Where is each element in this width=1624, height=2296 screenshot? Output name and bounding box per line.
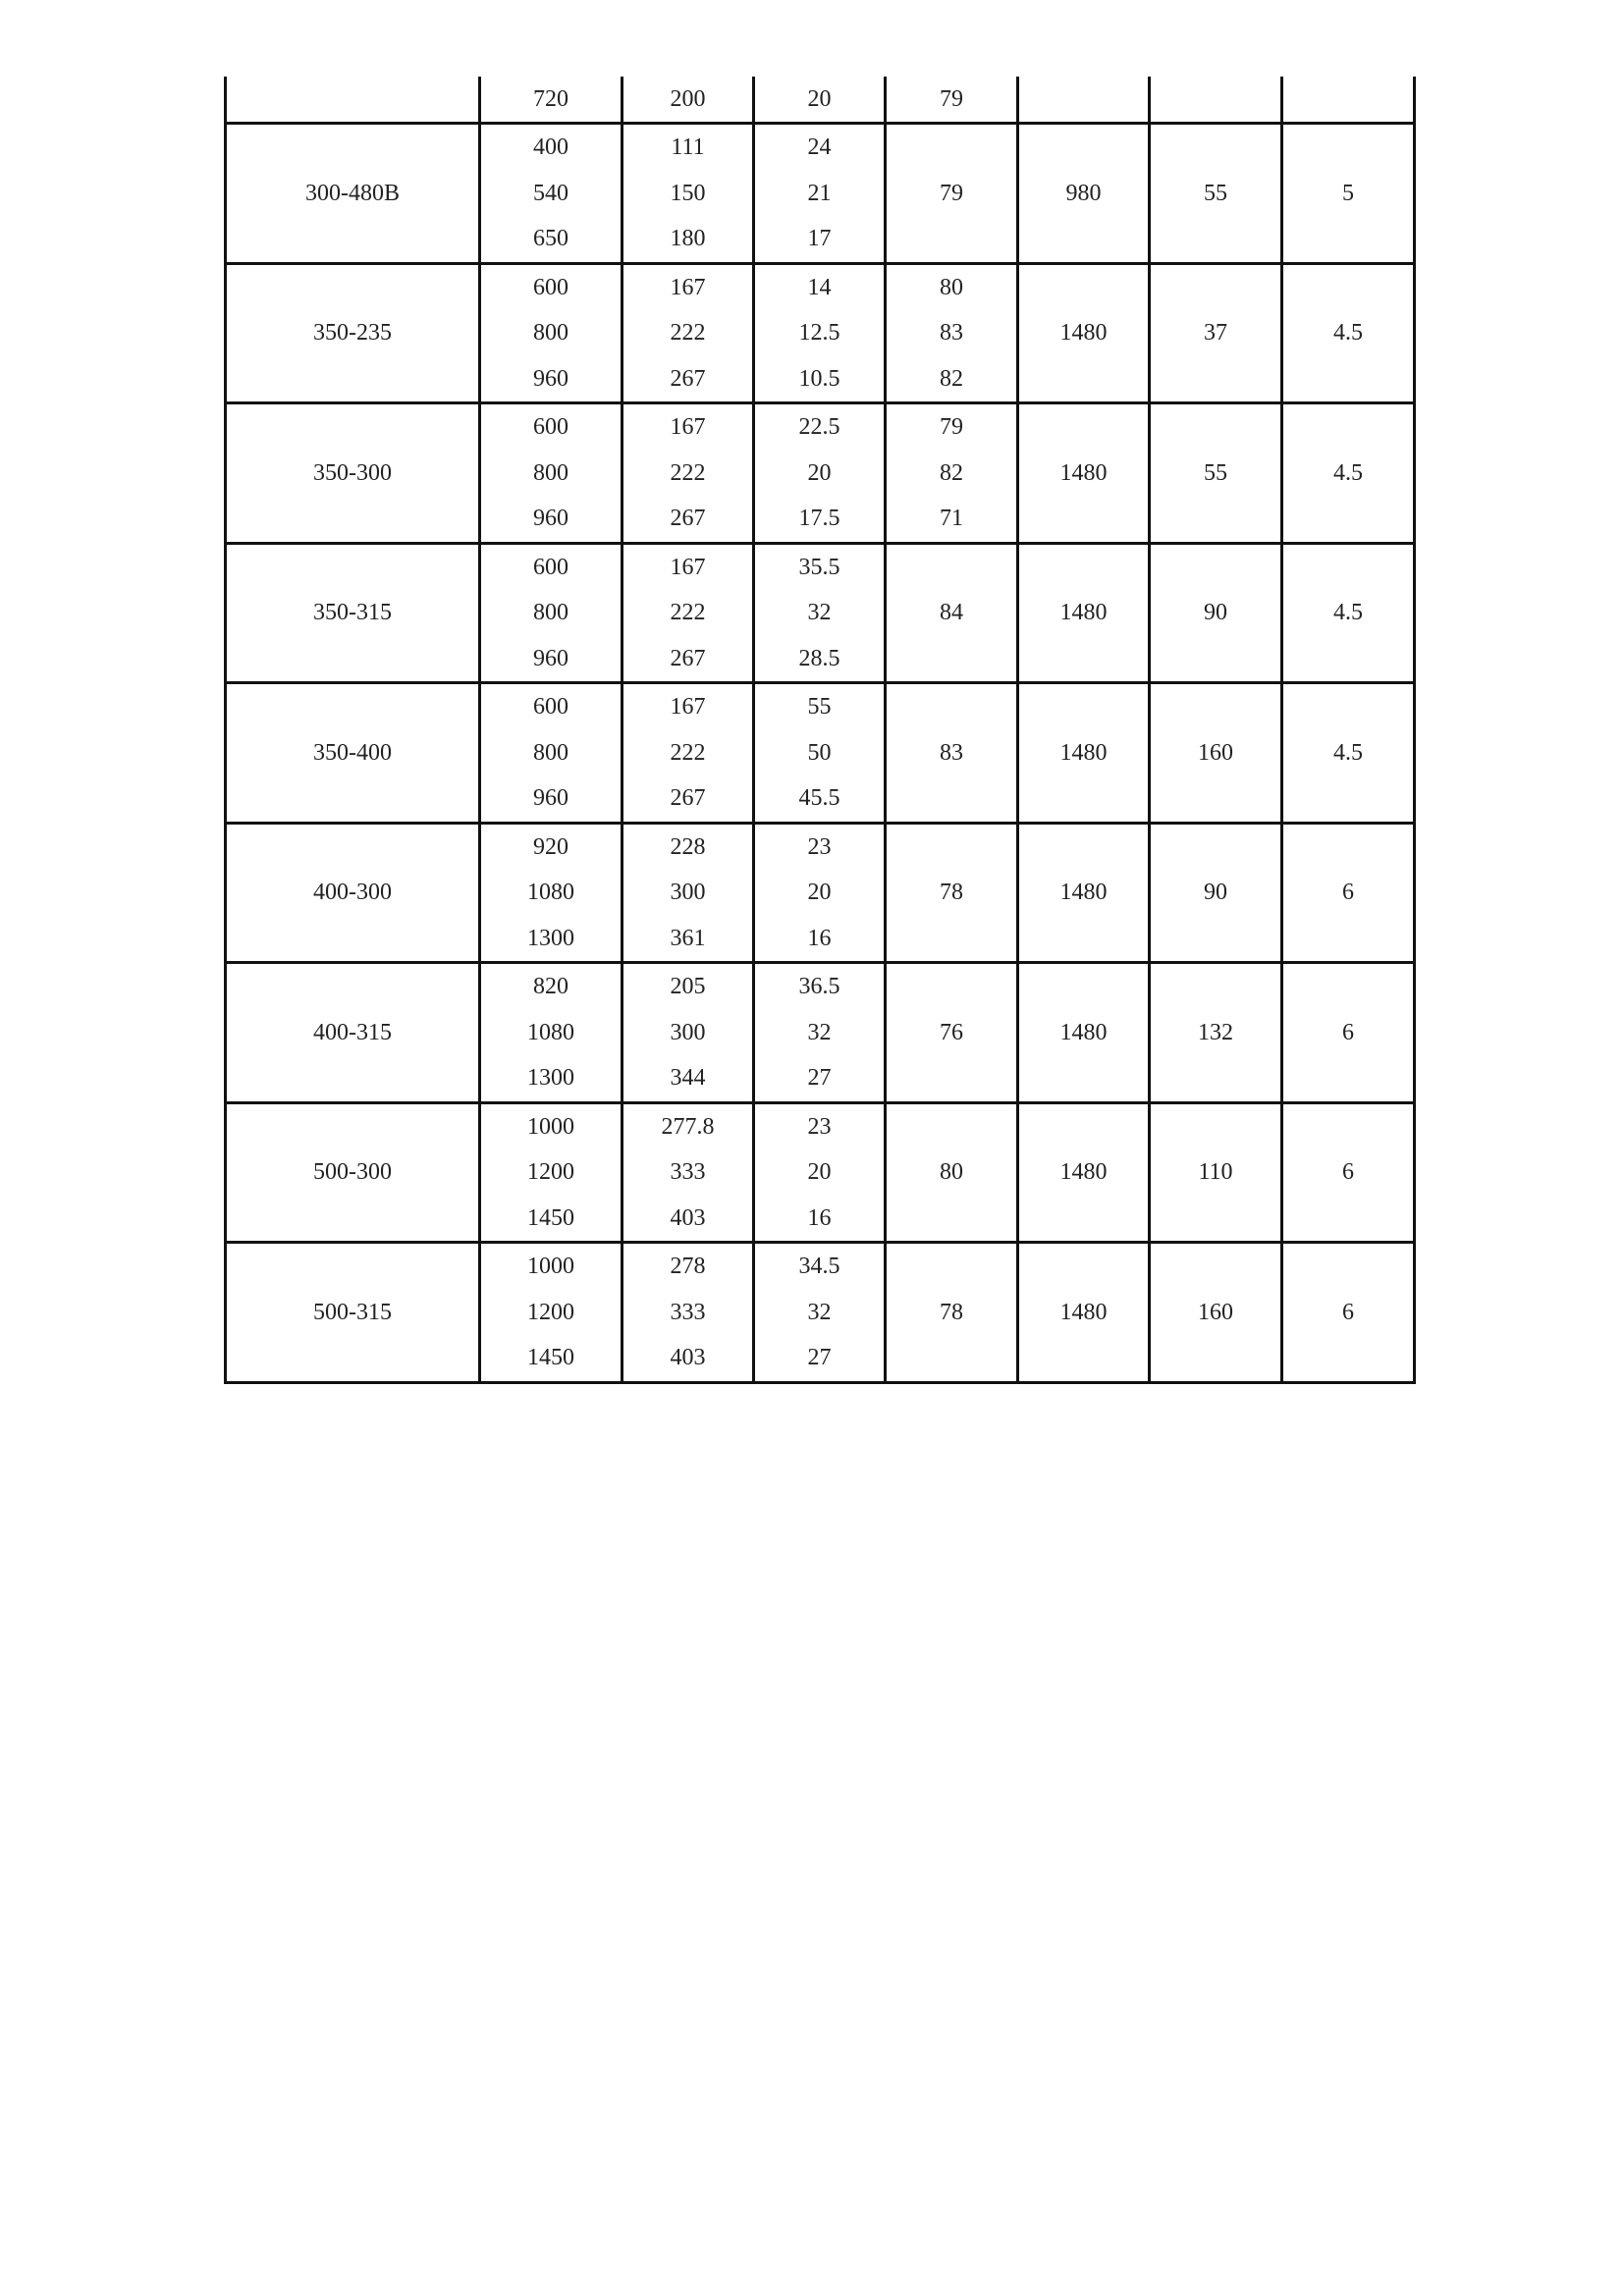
flow-m3h-cell-value: 1450 [527, 1204, 574, 1231]
flow-ls-cell-value: 167 [670, 274, 706, 300]
flow-m3h-cell-value: 800 [533, 739, 568, 766]
flow-ls-cell-value: 222 [670, 600, 706, 625]
flow-m3h-cell-value: 600 [533, 694, 568, 720]
flow-m3h-cell-value: 1000 [527, 1113, 574, 1140]
model-cell: 300-480B [226, 124, 480, 264]
head-cell-value: 45.5 [798, 785, 840, 811]
efficiency-cell: 79 [886, 77, 1018, 124]
power-cell: 90 [1150, 823, 1282, 963]
flow-m3h-cell-value: 1300 [527, 1065, 574, 1091]
power-cell: 37 [1150, 263, 1282, 403]
head-cell-value: 23 [807, 1113, 832, 1140]
speed-cell: 980 [1018, 124, 1150, 264]
flow-ls-cell [623, 1102, 754, 1243]
speed-cell: 1480 [1018, 823, 1150, 963]
flow-ls-cell [623, 403, 754, 544]
flow-m3h-cell-value: 1450 [527, 1345, 574, 1370]
head-cell [754, 823, 886, 963]
efficiency-cell-value [887, 1244, 1016, 1290]
flow-m3h-cell-value: 960 [533, 645, 568, 671]
efficiency-cell-value: 80 [940, 274, 963, 300]
head-cell-value: 22.5 [798, 414, 840, 440]
flow-m3h-cell: 720 [480, 77, 623, 124]
head-cell [754, 543, 886, 683]
npsh-cell: 6 [1282, 963, 1415, 1103]
head-cell-value: 28.5 [798, 645, 840, 671]
efficiency-cell [886, 1102, 1018, 1243]
flow-m3h-cell-value: 600 [533, 414, 568, 440]
flow-m3h-cell-value: 800 [533, 320, 568, 346]
model-cell: 500-315 [226, 1243, 480, 1383]
flow-m3h-cell [480, 683, 623, 824]
flow-m3h-cell-value: 1200 [527, 1299, 574, 1325]
table-row [226, 1102, 1415, 1243]
flow-ls-cell-value: 361 [670, 925, 706, 951]
table-row [226, 403, 1415, 544]
efficiency-cell-value: 76 [940, 1019, 963, 1045]
flow-ls-cell [623, 1243, 754, 1383]
head-cell [754, 963, 886, 1103]
flow-ls-cell-value: 228 [670, 833, 706, 860]
head-cell-value: 32 [807, 1299, 832, 1325]
efficiency-cell-value [887, 684, 1016, 730]
efficiency-cell-value [887, 1335, 1016, 1381]
npsh-cell: 4.5 [1282, 403, 1415, 544]
npsh-cell: 6 [1282, 823, 1415, 963]
npsh-cell: 4.5 [1282, 683, 1415, 824]
speed-cell: 1480 [1018, 543, 1150, 683]
head-cell-value: 27 [807, 1065, 832, 1091]
flow-ls-cell-value: 167 [670, 694, 706, 720]
flow-m3h-cell-value: 1300 [527, 925, 574, 951]
power-cell: 55 [1150, 124, 1282, 264]
efficiency-cell-value [887, 825, 1016, 871]
speed-cell: 1480 [1018, 683, 1150, 824]
model-cell: 350-235 [226, 263, 480, 403]
pump-spec-table [224, 77, 1416, 1384]
flow-ls-cell [623, 683, 754, 824]
model-cell: 350-315 [226, 543, 480, 683]
flow-m3h-cell-value: 400 [533, 134, 568, 160]
head-cell-value: 20 [807, 1159, 832, 1185]
flow-ls-cell-value: 222 [670, 459, 706, 486]
flow-ls-cell-value: 267 [670, 365, 706, 392]
table-row-continued [226, 77, 1415, 124]
flow-ls-cell-value: 344 [670, 1065, 706, 1091]
flow-ls-cell-value: 267 [670, 645, 706, 671]
efficiency-cell-value: 80 [940, 1159, 963, 1185]
flow-ls-cell-value: 403 [670, 1204, 706, 1231]
flow-m3h-cell [480, 1243, 623, 1383]
power-cell: 110 [1150, 1102, 1282, 1243]
efficiency-cell [886, 124, 1018, 264]
efficiency-cell-value: 71 [940, 506, 963, 531]
head-cell-value: 21 [807, 180, 832, 206]
head-cell-value: 16 [807, 925, 832, 951]
power-cell: 132 [1150, 963, 1282, 1103]
spec-table-body [226, 77, 1415, 1382]
flow-m3h-cell [480, 263, 623, 403]
head-cell [754, 263, 886, 403]
head-cell [754, 1102, 886, 1243]
flow-m3h-cell-value: 540 [533, 180, 568, 206]
efficiency-cell [886, 403, 1018, 544]
flow-m3h-cell-value: 960 [533, 506, 568, 531]
flow-ls-cell-value: 403 [670, 1345, 706, 1370]
flow-ls-cell-value: 205 [670, 974, 706, 999]
power-cell: 160 [1150, 683, 1282, 824]
efficiency-cell [886, 1243, 1018, 1383]
speed-cell: 1480 [1018, 263, 1150, 403]
flow-ls-cell [623, 263, 754, 403]
head-cell-value: 16 [807, 1204, 832, 1231]
flow-ls-cell [623, 124, 754, 264]
flow-m3h-cell-value: 1000 [527, 1254, 574, 1279]
speed-cell: 1480 [1018, 403, 1150, 544]
flow-m3h-cell [480, 963, 623, 1103]
model-cell: 400-300 [226, 823, 480, 963]
head-cell-value: 32 [807, 600, 832, 625]
efficiency-cell [886, 683, 1018, 824]
head-cell [754, 403, 886, 544]
head-cell-value: 20 [807, 459, 832, 486]
efficiency-cell [886, 963, 1018, 1103]
flow-ls-cell-value: 277.8 [661, 1113, 715, 1140]
flow-m3h-cell-value: 600 [533, 274, 568, 300]
table-row [226, 124, 1415, 264]
efficiency-cell-value [887, 216, 1016, 262]
table-row [226, 263, 1415, 403]
efficiency-cell-value: 79 [940, 414, 963, 440]
npsh-cell: 4.5 [1282, 543, 1415, 683]
head-cell-value: 10.5 [798, 365, 840, 392]
efficiency-cell [886, 263, 1018, 403]
flow-m3h-cell [480, 403, 623, 544]
head-cell-value: 24 [807, 134, 832, 160]
flow-ls-cell [623, 823, 754, 963]
model-cell [226, 77, 480, 124]
head-cell-value: 27 [807, 1345, 832, 1370]
efficiency-cell-value: 83 [940, 320, 963, 346]
flow-m3h-cell-value: 1080 [527, 1019, 574, 1045]
head-cell-value: 35.5 [798, 554, 840, 580]
flow-ls-cell-value: 333 [670, 1299, 706, 1325]
power-cell [1150, 77, 1282, 124]
flow-m3h-cell [480, 124, 623, 264]
flow-m3h-cell [480, 543, 623, 683]
flow-m3h-cell-value: 800 [533, 459, 568, 486]
efficiency-cell [886, 543, 1018, 683]
model-cell: 350-400 [226, 683, 480, 824]
power-cell: 55 [1150, 403, 1282, 544]
head-cell-value: 50 [807, 739, 832, 766]
table-row [226, 683, 1415, 824]
head-cell-value: 17 [807, 226, 832, 251]
power-cell: 160 [1150, 1243, 1282, 1383]
flow-m3h-cell-value: 960 [533, 365, 568, 392]
flow-ls-cell-value: 278 [670, 1254, 706, 1279]
efficiency-cell-value [887, 1104, 1016, 1150]
efficiency-cell-value [887, 545, 1016, 591]
model-cell: 350-300 [226, 403, 480, 544]
power-cell: 90 [1150, 543, 1282, 683]
flow-ls-cell [623, 543, 754, 683]
speed-cell: 1480 [1018, 963, 1150, 1103]
flow-ls-cell-value: 222 [670, 739, 706, 766]
head-cell [754, 683, 886, 824]
flow-m3h-cell-value: 1200 [527, 1159, 574, 1185]
model-cell: 400-315 [226, 963, 480, 1103]
flow-ls-cell-value: 111 [671, 134, 705, 160]
flow-ls-cell-value: 222 [670, 320, 706, 346]
efficiency-cell-value: 83 [940, 739, 963, 766]
flow-m3h-cell [480, 1102, 623, 1243]
head-cell [754, 124, 886, 264]
head-cell [754, 1243, 886, 1383]
flow-ls-cell-value: 167 [670, 554, 706, 580]
flow-ls-cell-value: 300 [670, 1019, 706, 1045]
model-cell: 500-300 [226, 1102, 480, 1243]
efficiency-cell-value [887, 1055, 1016, 1101]
efficiency-cell-value: 82 [940, 459, 963, 486]
flow-ls-cell-value: 150 [670, 180, 706, 206]
efficiency-cell-value: 78 [940, 880, 963, 905]
table-row [226, 823, 1415, 963]
npsh-cell: 5 [1282, 124, 1415, 264]
head-cell-value: 14 [807, 274, 832, 300]
efficiency-cell-value [887, 636, 1016, 682]
head-cell-value: 12.5 [798, 320, 840, 346]
efficiency-cell-value: 82 [940, 365, 963, 392]
flow-m3h-cell-value: 960 [533, 785, 568, 811]
npsh-cell: 4.5 [1282, 263, 1415, 403]
head-cell-value: 20 [807, 880, 832, 905]
table-row [226, 963, 1415, 1103]
head-cell-value: 55 [807, 694, 832, 720]
flow-m3h-cell-value: 920 [533, 833, 568, 860]
head-cell-value: 36.5 [798, 974, 840, 999]
flow-m3h-cell-value: 800 [533, 600, 568, 625]
flow-ls-cell-value: 180 [670, 226, 706, 251]
efficiency-cell-value [887, 964, 1016, 1010]
efficiency-cell-value [887, 1196, 1016, 1242]
flow-ls-cell-value: 267 [670, 785, 706, 811]
efficiency-cell-value: 79 [940, 180, 963, 206]
head-cell-value: 34.5 [798, 1254, 840, 1279]
head-cell-value: 23 [807, 833, 832, 860]
efficiency-cell-value [887, 775, 1016, 822]
flow-ls-cell-value: 333 [670, 1159, 706, 1185]
flow-m3h-cell-value: 600 [533, 554, 568, 580]
npsh-cell: 6 [1282, 1243, 1415, 1383]
efficiency-cell-value [887, 916, 1016, 962]
flow-ls-cell: 200 [623, 77, 754, 124]
flow-ls-cell-value: 300 [670, 880, 706, 905]
efficiency-cell [886, 823, 1018, 963]
speed-cell: 1480 [1018, 1243, 1150, 1383]
flow-ls-cell [623, 963, 754, 1103]
head-cell-value: 17.5 [798, 506, 840, 531]
npsh-cell: 6 [1282, 1102, 1415, 1243]
table-row [226, 543, 1415, 683]
efficiency-cell-value: 84 [940, 600, 963, 625]
head-cell: 20 [754, 77, 886, 124]
speed-cell: 1480 [1018, 1102, 1150, 1243]
efficiency-cell-value: 78 [940, 1299, 963, 1325]
speed-cell [1018, 77, 1150, 124]
head-cell-value: 32 [807, 1019, 832, 1045]
npsh-cell [1282, 77, 1415, 124]
flow-m3h-cell-value: 1080 [527, 880, 574, 905]
flow-ls-cell-value: 267 [670, 506, 706, 531]
flow-m3h-cell-value: 820 [533, 974, 568, 999]
table-row [226, 1243, 1415, 1383]
flow-m3h-cell-value: 650 [533, 226, 568, 251]
flow-ls-cell-value: 167 [670, 414, 706, 440]
efficiency-cell-value [887, 125, 1016, 171]
flow-m3h-cell [480, 823, 623, 963]
